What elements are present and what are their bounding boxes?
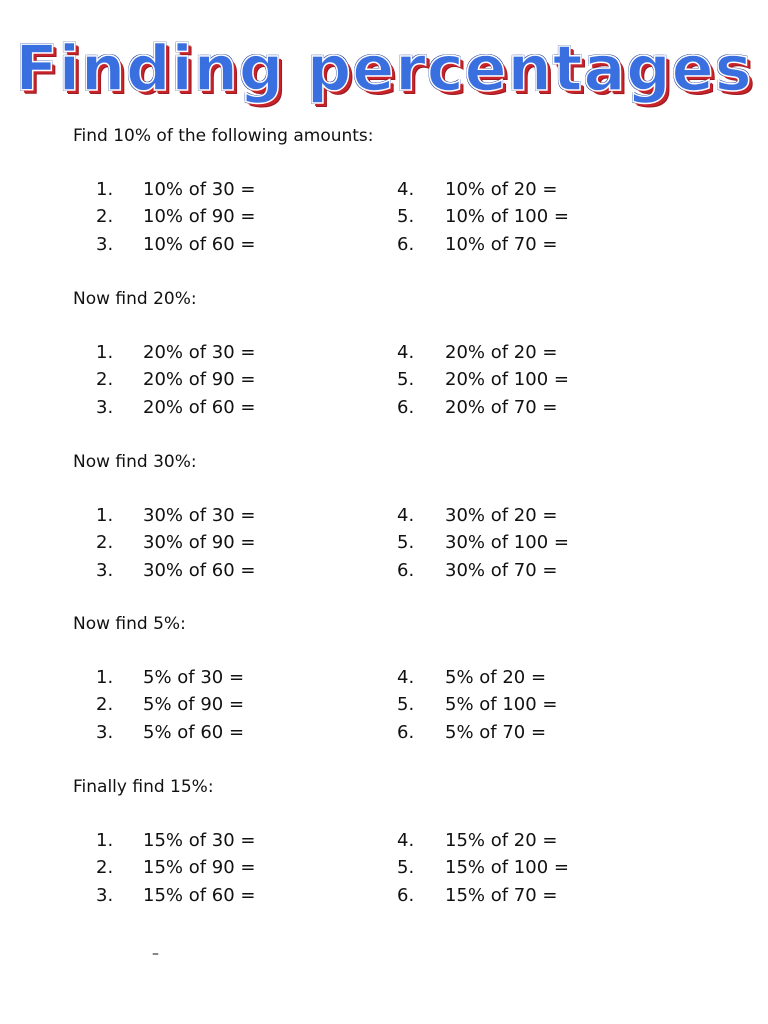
- stray-dash-mark: –: [152, 946, 159, 962]
- question-number: 1.: [96, 179, 114, 200]
- page-title: Finding percentages: [15, 32, 753, 105]
- question-number: 1.: [96, 342, 114, 363]
- question-text: 30% of 90 =: [143, 532, 256, 553]
- question-number: 5.: [397, 857, 415, 878]
- section-heading: Finally find 15%:: [73, 777, 214, 797]
- question-text: 20% of 20 =: [445, 342, 558, 363]
- question-number: 6.: [397, 234, 415, 255]
- question-number: 6.: [397, 722, 415, 743]
- question-number: 1.: [96, 505, 114, 526]
- question-number: 4.: [397, 667, 415, 688]
- question-text: 5% of 70 =: [445, 722, 547, 743]
- question-number: 3.: [96, 885, 114, 906]
- question-text: 10% of 90 =: [143, 206, 256, 227]
- question-number: 5.: [397, 369, 415, 390]
- question-text: 15% of 90 =: [143, 857, 256, 878]
- question-number: 3.: [96, 234, 114, 255]
- question-text: 30% of 60 =: [143, 560, 256, 581]
- question-text: 15% of 100 =: [445, 857, 569, 878]
- question-number: 3.: [96, 560, 114, 581]
- section-heading: Now find 30%:: [73, 452, 197, 472]
- question-text: 20% of 30 =: [143, 342, 256, 363]
- question-number: 2.: [96, 694, 114, 715]
- question-text: 30% of 30 =: [143, 505, 256, 526]
- question-text: 5% of 100 =: [445, 694, 558, 715]
- question-text: 20% of 90 =: [143, 369, 256, 390]
- question-number: 2.: [96, 532, 114, 553]
- question-text: 5% of 30 =: [143, 667, 245, 688]
- question-number: 1.: [96, 667, 114, 688]
- section-heading: Now find 5%:: [73, 614, 186, 634]
- question-text: 30% of 70 =: [445, 560, 558, 581]
- question-text: 5% of 90 =: [143, 694, 245, 715]
- question-text: 5% of 20 =: [445, 667, 547, 688]
- question-text: 10% of 70 =: [445, 234, 558, 255]
- question-number: 1.: [96, 830, 114, 851]
- question-text: 10% of 30 =: [143, 179, 256, 200]
- question-text: 10% of 60 =: [143, 234, 256, 255]
- question-number: 6.: [397, 397, 415, 418]
- section-heading: Now find 20%:: [73, 289, 197, 309]
- question-number: 5.: [397, 532, 415, 553]
- question-number: 2.: [96, 369, 114, 390]
- question-number: 4.: [397, 342, 415, 363]
- question-text: 20% of 60 =: [143, 397, 256, 418]
- question-number: 2.: [96, 206, 114, 227]
- question-text: 30% of 100 =: [445, 532, 569, 553]
- question-text: 10% of 100 =: [445, 206, 569, 227]
- question-number: 4.: [397, 830, 415, 851]
- question-text: 15% of 70 =: [445, 885, 558, 906]
- question-number: 3.: [96, 397, 114, 418]
- question-number: 4.: [397, 179, 415, 200]
- question-text: 5% of 60 =: [143, 722, 245, 743]
- question-text: 20% of 100 =: [445, 369, 569, 390]
- question-number: 2.: [96, 857, 114, 878]
- question-number: 4.: [397, 505, 415, 526]
- question-text: 20% of 70 =: [445, 397, 558, 418]
- question-text: 30% of 20 =: [445, 505, 558, 526]
- question-text: 15% of 60 =: [143, 885, 256, 906]
- question-text: 15% of 30 =: [143, 830, 256, 851]
- question-number: 6.: [397, 560, 415, 581]
- question-text: 15% of 20 =: [445, 830, 558, 851]
- section-heading: Find 10% of the following amounts:: [73, 126, 374, 146]
- question-number: 3.: [96, 722, 114, 743]
- question-number: 5.: [397, 694, 415, 715]
- question-text: 10% of 20 =: [445, 179, 558, 200]
- question-number: 5.: [397, 206, 415, 227]
- question-number: 6.: [397, 885, 415, 906]
